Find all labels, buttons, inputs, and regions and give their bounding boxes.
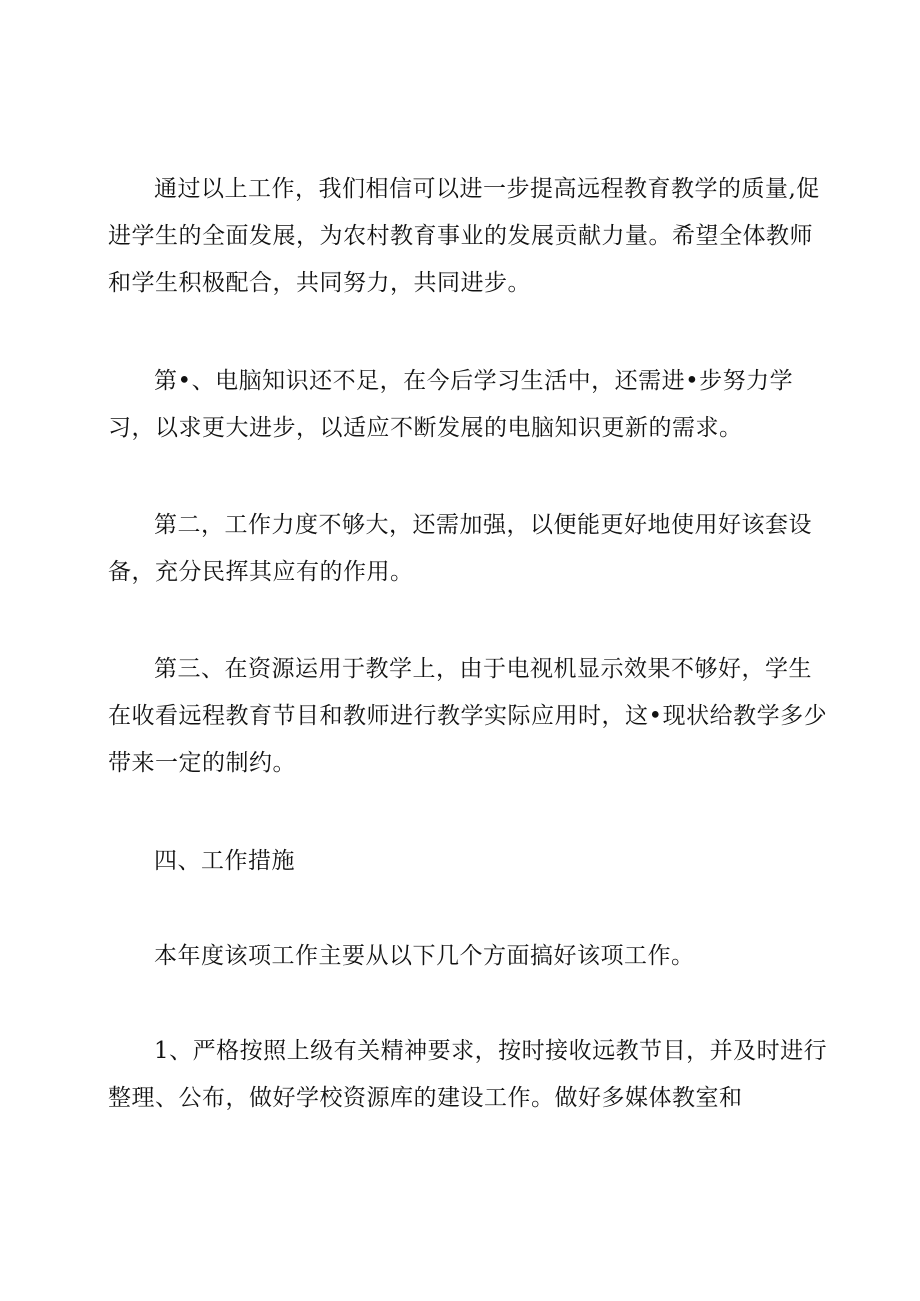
text-line: 通过以上工作，我们相信可以进一步提高远程教育教学的质量,促	[154, 176, 820, 202]
text-line: 本年度该项工作主要从以下几个方面搞好该项工作。	[154, 943, 695, 969]
text-line: 四、工作措施	[154, 848, 295, 874]
text-line: 进学生的全面发展，为农村教育事业的发展贡献力量。希望全体教师	[108, 223, 813, 249]
text-line: 第三、在资源运用于教学上，由于电视机显示效果不够好，学生	[154, 656, 812, 682]
text-line: 第•、电脑知识还不足，在今后学习生活中，还需进•步努力学	[154, 368, 794, 394]
text-line: 备，充分民挥其应有的作用。	[108, 559, 414, 585]
paragraph-measure-1	[108, 1028, 828, 1122]
text-line: 第二，工作力度不够大，还需加强，以便能更好地使用好该套设	[154, 512, 812, 538]
text-line: 整理、公布，做好学校资源库的建设工作。做好多媒体教室和	[108, 1085, 743, 1111]
text-line: 和学生积极配合，共同努力，共同进步。	[108, 270, 531, 296]
text-line: 带来一定的制约。	[108, 750, 296, 776]
paragraph-conclusion	[108, 166, 820, 307]
paragraph-intro-measures	[108, 933, 820, 980]
text-line: 在收看远程教育节目和教师进行教学实际应用时，这•现状给教学多少	[108, 703, 828, 729]
paragraph-issue-2	[108, 502, 820, 596]
section-heading-measures	[108, 838, 820, 885]
text-line: 习，以求更大进步，以适应不断发展的电脑知识更新的需求。	[108, 415, 743, 441]
paragraph-issue-3	[108, 646, 828, 787]
paragraph-issue-1	[108, 358, 820, 452]
text-line: 1、严格按照上级有关精神要求，按时接收远教节目，并及时进行	[154, 1038, 828, 1064]
